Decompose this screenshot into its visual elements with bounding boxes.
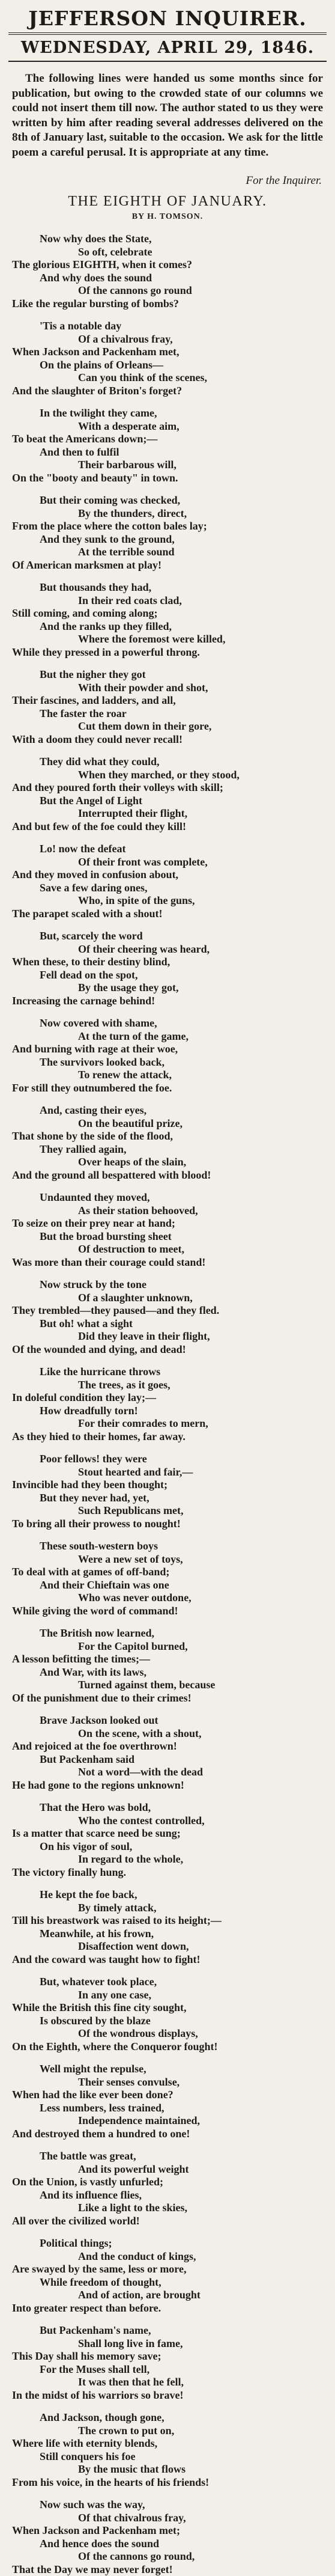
- poem-line: The trees, as it goes,: [12, 1379, 327, 1392]
- poem-line: On the "booty and beauty" in town.: [12, 472, 327, 485]
- poem-stanza: [12, 1278, 327, 1356]
- poem-line: As their station behooved,: [12, 1204, 327, 1218]
- poem-line: Shall long live in fame,: [12, 2337, 327, 2351]
- poem-line: And the conduct of kings,: [12, 2250, 327, 2263]
- poem-stanza: [12, 233, 327, 310]
- poem-line: All over the civilized world!: [12, 2215, 327, 2228]
- poem-stanza: [12, 1627, 327, 1705]
- poem-line: And they moved in confusion about,: [12, 868, 327, 882]
- poem-line: And but few of the foe could they kill!: [12, 820, 327, 834]
- poem-line: To beat the Americans down;—: [12, 433, 327, 446]
- poem-line: And why does the sound: [12, 272, 327, 285]
- poem-line: But the broad bursting sheet: [12, 1230, 327, 1244]
- poem-line: To bring all their prowess to nought!: [12, 1518, 327, 1531]
- poem-line: And they sunk to the ground,: [12, 533, 327, 546]
- poem-line: Interrupted their flight,: [12, 807, 327, 820]
- poem-line: They rallied again,: [12, 1143, 327, 1156]
- poem-stanza: [12, 1017, 327, 1094]
- poem-line: Where the foremost were killed,: [12, 633, 327, 646]
- poem-line: On the Eighth, where the Conqueror fought!: [12, 2040, 327, 2054]
- poem-line: Cut them down in their gore,: [12, 720, 327, 733]
- poem-line: Of that chivalrous fray,: [12, 2512, 327, 2525]
- poem-line: On his vigor of soul,: [12, 1840, 327, 1854]
- poem-line: These south-western boys: [12, 1540, 327, 1553]
- poem-line: At the terrible sound: [12, 546, 327, 559]
- poem-line: In doleful condition they lay;—: [12, 1391, 327, 1405]
- poem-line: In their red coats clad,: [12, 594, 327, 608]
- poem-line: Is obscured by the blaze: [12, 2015, 327, 2028]
- poem-line: Poor fellows! they were: [12, 1453, 327, 1466]
- poem-line: Now struck by the tone: [12, 1278, 327, 1292]
- poem-line: Fell dead on the spot,: [12, 969, 327, 982]
- poem-line: And Jackson, though gone,: [12, 2411, 327, 2425]
- poem-line: Political things;: [12, 2237, 327, 2250]
- poem-line: Who, in spite of the guns,: [12, 894, 327, 908]
- masthead-rule-bottom: [8, 61, 327, 62]
- poem-line: And their Chieftain was one: [12, 1579, 327, 1592]
- poem-line: Who was never outdone,: [12, 1592, 327, 1605]
- poem-line: Over heaps of the slain,: [12, 1156, 327, 1169]
- poem-line: While giving the word of command!: [12, 1605, 327, 1618]
- poem-line: They did what they could,: [12, 755, 327, 769]
- poem-line: By the thunders, direct,: [12, 507, 327, 520]
- poem-line: Increasing the carnage behind!: [12, 995, 327, 1008]
- poem-line: Of destruction to meet,: [12, 1243, 327, 1256]
- poem-author: BY H. TOMSON.: [0, 212, 335, 222]
- poem-stanza: [12, 1976, 327, 2053]
- poem-line: The parapet scaled with a shout!: [12, 908, 327, 921]
- poem-line: When had the like ever been done?: [12, 2089, 327, 2102]
- poem-line: Meanwhile, at his frown,: [12, 1927, 327, 1941]
- poem-line: And its influence flies,: [12, 2189, 327, 2202]
- poem-line: Like a light to the skies,: [12, 2202, 327, 2215]
- poem-line: How dreadfully torn!: [12, 1405, 327, 1418]
- poem-line: For the Muses shall tell,: [12, 2363, 327, 2376]
- poem-line: And the ground all bespattered with blood!: [12, 1169, 327, 1182]
- poem-line: The battle was great,: [12, 2150, 327, 2163]
- poem-line: In the twilight they came,: [12, 407, 327, 420]
- poem-line: And the slaughter of Briton's forget?: [12, 385, 327, 398]
- poem-line: By timely attack,: [12, 1902, 327, 1915]
- poem-line: The survivors looked back,: [12, 1056, 327, 1069]
- poem-line: So oft, celebrate: [12, 246, 327, 259]
- poem-line: Of a chivalrous fray,: [12, 333, 327, 346]
- poem-line: Is a matter that scarce need be sung;: [12, 1827, 327, 1840]
- poem-line: The faster the roar: [12, 707, 327, 721]
- poem-title: THE EIGHTH OF JANUARY.: [0, 194, 335, 210]
- poem-line: He kept the foe back,: [12, 1888, 327, 1902]
- poem-line: Still coming, and coming along;: [12, 607, 327, 620]
- poem-line: Into greater respect than before.: [12, 2302, 327, 2315]
- poem-line: And rejoiced at the foe overthrown!: [12, 1740, 327, 1753]
- for-the-inquirer-line: For the Inquirer.: [0, 174, 322, 188]
- poem-line: Of the cannons go round,: [12, 2550, 327, 2563]
- poem-stanza: [12, 2324, 327, 2402]
- poem-stanza: [12, 843, 327, 920]
- poem-line: Who the contest controlled,: [12, 1814, 327, 1828]
- poem-line: When these, to their destiny blind,: [12, 956, 327, 969]
- poem-line: To renew the attack,: [12, 1069, 327, 1082]
- poem-line: Their barbarous will,: [12, 459, 327, 472]
- poem-line: But, scarcely the word: [12, 930, 327, 943]
- poem-line: Was more than their courage could stand!: [12, 1256, 327, 1269]
- poem-stanza: [12, 1888, 327, 1966]
- poem-line: Of the wondrous displays,: [12, 2027, 327, 2040]
- poem-line: They trembled—they paused—and they fled.: [12, 1304, 327, 1317]
- poem-line: As they hied to their homes, far away.: [12, 1430, 327, 1444]
- poem-line: 'Tis a notable day: [12, 320, 327, 333]
- poem-line: To deal with at games of off-band;: [12, 1566, 327, 1579]
- poem-line: From the place where the cotton bales lay;: [12, 520, 327, 533]
- poem-stanza: [12, 668, 327, 746]
- poem-stanza: [12, 1366, 327, 1443]
- poem-line: This Day shall his memory save;: [12, 2350, 327, 2363]
- poem-line: In any one case,: [12, 1989, 327, 2002]
- poem-line: Independence maintained,: [12, 2114, 327, 2128]
- poem-line: Such Republicans met,: [12, 1504, 327, 1518]
- poem-line: But Packenham's name,: [12, 2324, 327, 2337]
- poem-line: Where life with eternity blends,: [12, 2437, 327, 2450]
- dateline: WEDNESDAY, APRIL 29, 1846.: [0, 37, 335, 59]
- poem-line: The glorious EIGHTH, when it comes?: [12, 258, 327, 272]
- poem-line: While freedom of thought,: [12, 2276, 327, 2289]
- poem-line: Were a new set of toys,: [12, 1553, 327, 1566]
- poem-stanza: [12, 320, 327, 397]
- poem-line: And destroyed them a hundred to one!: [12, 2128, 327, 2141]
- poem-line: While the British this fine city sought,: [12, 2001, 327, 2015]
- poem-line: That the Day we may never forget!: [12, 2563, 327, 2576]
- poem-line: And they poured forth their volleys with skill;: [12, 781, 327, 795]
- poem-stanza: [12, 755, 327, 833]
- poem-line: But the Angel of Light: [12, 795, 327, 808]
- poem-stanza: [12, 2237, 327, 2315]
- poem-line: Their fascines, and ladders, and all,: [12, 694, 327, 707]
- poem-line: Of their front was complete,: [12, 856, 327, 869]
- poem-line: The crown to put on,: [12, 2425, 327, 2438]
- poem-line: While they pressed in a powerful throng.: [12, 646, 327, 659]
- poem-line: Till his breastwork was raised to its height;—: [12, 1914, 327, 1927]
- poem-line: And burning with rage at their woe,: [12, 1043, 327, 1056]
- poem-line: And the ranks up they filled,: [12, 620, 327, 633]
- poem-line: Save a few daring ones,: [12, 882, 327, 895]
- poem-line: But the nigher they got: [12, 668, 327, 682]
- poem-line: When Jackson and Packenham met,: [12, 346, 327, 359]
- poem-line: Are swayed by the same, less or more,: [12, 2263, 327, 2276]
- poem-line: On the Union, is vastly unfurled;: [12, 2176, 327, 2189]
- poem-line: Lo! now the defeat: [12, 843, 327, 856]
- poem-stanza: [12, 2150, 327, 2227]
- poem-line: Invincible had they been thought;: [12, 1479, 327, 1492]
- poem-stanza: [12, 1540, 327, 1617]
- poem-stanza: [12, 1191, 327, 1269]
- poem-line: Can you think of the scenes,: [12, 371, 327, 385]
- poem-line: Of American marksmen at play!: [12, 559, 327, 572]
- poem-line: By the music that flows: [12, 2463, 327, 2476]
- poem-line: Like the hurricane throws: [12, 1366, 327, 1379]
- poem-line: To seize on their prey near at hand;: [12, 1217, 327, 1230]
- poem-line: When Jackson and Packenham met;: [12, 2524, 327, 2538]
- poem-line: Of the cannons go round: [12, 284, 327, 298]
- poem-line: And hence does the sound: [12, 2538, 327, 2551]
- poem-line: On the beautiful prize,: [12, 1117, 327, 1131]
- poem-line: Now covered with shame,: [12, 1017, 327, 1030]
- poem-line: For the Capitol burned,: [12, 1640, 327, 1653]
- poem-line: Turned against them, because: [12, 1679, 327, 1692]
- newspaper-title: JEFFERSON INQUIRER.: [0, 7, 335, 30]
- poem-line: With a doom they could never recall!: [12, 733, 327, 746]
- poem-line: Brave Jackson looked out: [12, 1714, 327, 1727]
- poem-stanza: [12, 2411, 327, 2489]
- editorial-intro: The following lines were handed us some months since for publication, but owing to the crowded state of our columns we could not insert them till now. The author stated to us they were written by him after reading several addresses delivered on the 8th of January last, suitable to the occasion. We ask for the little poem a careful perusal. It is appropriate at any time.: [12, 72, 323, 160]
- poem-line: Disaffection went down,: [12, 1940, 327, 1953]
- poem-line: Undaunted they moved,: [12, 1191, 327, 1204]
- poem-line: Less numbers, less trained,: [12, 2102, 327, 2115]
- poem-line: With a desperate aim,: [12, 420, 327, 433]
- poem-body: [12, 233, 327, 2576]
- poem-stanza: [12, 581, 327, 659]
- poem-line: It was then that he fell,: [12, 2376, 327, 2389]
- poem-line: That shone by the side of the flood,: [12, 1130, 327, 1143]
- poem-line: Well might the repulse,: [12, 2063, 327, 2076]
- poem-line: Did they leave in their flight,: [12, 1330, 327, 1343]
- poem-stanza: [12, 2063, 327, 2140]
- poem-line: And, casting their eyes,: [12, 1104, 327, 1117]
- poem-line: But they never had, yet,: [12, 1492, 327, 1505]
- poem-stanza: [12, 2498, 327, 2576]
- poem-line: Their senses convulse,: [12, 2076, 327, 2089]
- poem-line: The victory finally hung.: [12, 1866, 327, 1879]
- poem-line: For their comrades to mern,: [12, 1417, 327, 1430]
- masthead-rule-top: [8, 32, 327, 35]
- poem-line: Still conquers his foe: [12, 2450, 327, 2464]
- poem-line: At the turn of the game,: [12, 1030, 327, 1043]
- poem-line: Of the wounded and dying, and dead!: [12, 1343, 327, 1357]
- poem-stanza: [12, 1453, 327, 1530]
- poem-line: And then to fulfil: [12, 446, 327, 459]
- poem-line: And its powerful weight: [12, 2163, 327, 2176]
- poem-line: In regard to the whole,: [12, 1853, 327, 1866]
- poem-stanza: [12, 494, 327, 572]
- poem-line: In the midst of his warriors so brave!: [12, 2389, 327, 2402]
- poem-line: But thousands they had,: [12, 581, 327, 594]
- poem-line: The British now learned,: [12, 1627, 327, 1640]
- poem-stanza: [12, 1801, 327, 1879]
- poem-line: But, whatever took place,: [12, 1976, 327, 1989]
- poem-line: But Packenham said: [12, 1753, 327, 1766]
- poem-line: Of their cheering was heard,: [12, 943, 327, 956]
- poem-line: Stout hearted and fair,—: [12, 1466, 327, 1479]
- poem-stanza: [12, 930, 327, 1007]
- poem-line: And the coward was taught how to fight!: [12, 1953, 327, 1967]
- poem-line: Of the punishment due to their crimes!: [12, 1692, 327, 1705]
- poem-line: Not a word—with the dead: [12, 1766, 327, 1779]
- masthead: [0, 0, 335, 62]
- poem-line: He had gone to the regions unknown!: [12, 1779, 327, 1792]
- poem-line: Like the regular bursting of bombs?: [12, 298, 327, 311]
- poem-line: Now why does the State,: [12, 233, 327, 246]
- poem-line: And of action, are brought: [12, 2289, 327, 2302]
- poem-line: A lesson befitting the times;—: [12, 1653, 327, 1666]
- poem-stanza: [12, 407, 327, 484]
- poem-line: By the usage they got,: [12, 981, 327, 995]
- poem-line: For still they outnumbered the foe.: [12, 1082, 327, 1095]
- poem-line: Of a slaughter unknown,: [12, 1292, 327, 1305]
- poem-line: That the Hero was bold,: [12, 1801, 327, 1814]
- poem-line: On the scene, with a shout,: [12, 1727, 327, 1741]
- poem-line: With their powder and shot,: [12, 682, 327, 695]
- poem-line: From his voice, in the hearts of his friends!: [12, 2476, 327, 2489]
- poem-stanza: [12, 1714, 327, 1792]
- poem-line: But their coming was checked,: [12, 494, 327, 507]
- poem-stanza: [12, 1104, 327, 1182]
- poem-line: On the plains of Orleans—: [12, 359, 327, 372]
- poem-line: Now such was the way,: [12, 2498, 327, 2512]
- poem-line: When they marched, or they stood,: [12, 769, 327, 782]
- poem-line: But oh! what a sight: [12, 1317, 327, 1331]
- poem-line: And War, with its laws,: [12, 1666, 327, 1679]
